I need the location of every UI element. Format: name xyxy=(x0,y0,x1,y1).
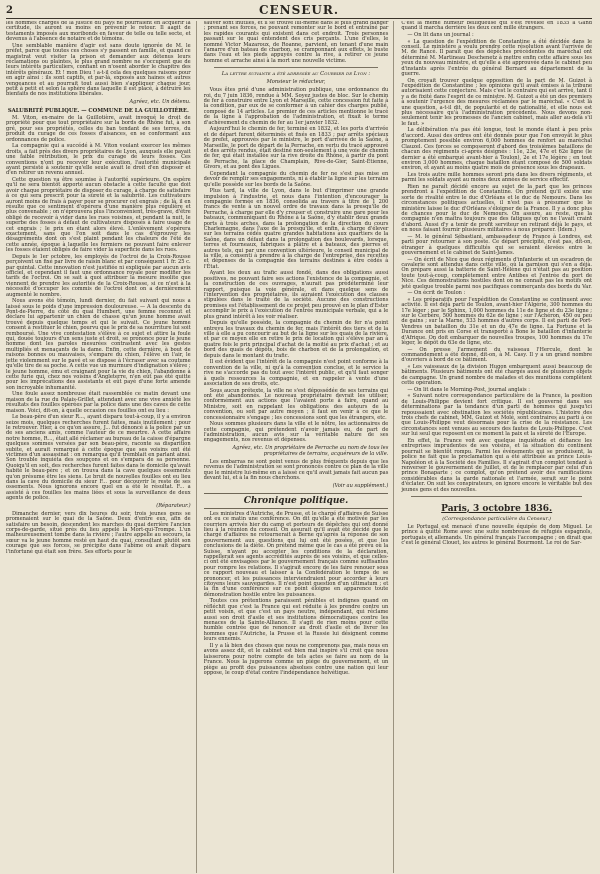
letter-paragraph: Cependant la compagnie du chemin de fer ne s'est pas mise en devoir de remplir ses engagements, ni à établir la ligne sur les terrains qu'elle possède sur les bords de la Saône. xyxy=(203,170,389,188)
source-credit: (Réparateur.) xyxy=(156,502,191,509)
letter-paragraph: Vous êtes prié d'une administration publique, une ordonnance du roi, du 7 juin 1836, rendue à MM. Soyez justes de bloc. Sur le chemin de fer à construire entre Lyon et Marseille, cette concession fut faite à la condition, par eux de se conformer à un cahier des charges publié, composé de 14 articles. Le premier de ces articles mentionne le tracé de la ligne à l'approbation de l'administration, et fixait le terme d'achèvement du chemin de fer au 1er janvier 1832. xyxy=(203,87,389,126)
journal-title: CENSEUR. xyxy=(258,3,340,17)
article-paragraph: M. Viton, ex-maire de la Guillotière, avait invoqué le droit de propriété pour que tout propriétaire sur la bords de Rhône fut, à son gré, pour ses propriétés, celles du ban tendant de ses terres, du produit du curage de ces fosses d'aisances, en se conformant aux ordonnances de police. xyxy=(6,115,191,143)
section-heading: SALUBRITÉ PUBLIQUE. — COMMUNE DE LA GUILLOTIÈRE. xyxy=(7,108,189,115)
chronique-politique-title: Chronique politique. xyxy=(204,493,389,509)
article-paragraph: Cette question va être soumise à l'autorité supérieure. On espère qu'il ne sera bientôt apporté aucun obstacle à cette faculté que doit avoir chaque propriétaire de disposer du curage, à charge de satisfaire à ce qui sera prescrit pour la sûreté et la salubrité. Les cultivateurs auront moins de frais à payer pour se procurer cet engrais ; de là, il en résulte que ce sentiment d'opérera d'une manière plus régulière et plus convenable ; on n'éprouvera plus l'inconvénient, très-grave, d'être obligé de recevoir à vider dans les rues voisines, et pendant la nuit, le superbe des fosses à défaut de cultivateurs disposés à faire usage de cet engrais ; le prix en étant alors élevé. L'enlèvement s'opérera exactement, sans que l'on soit dans le cas d'éprouver les désagréments dont on s'est plaint pendant les chaleurs de l'été de cette année, époque à laquelle les fermiers ne pouvant faire enlever les fosses étaient obligés de faire vider la superficie dans les rues. xyxy=(6,176,191,254)
letter-paragraph: Il est évident que l'intérêt de la compagnie n'est point conforme à la convention de la ville, ni qu'à la convention conclue, et le service la rive ne s'accorde pas du tout avec l'intérêt public, et qu'il faut songer à quels ressources la compagnie, et en rappeler à vente d'une association de ses droits, etc. xyxy=(203,359,389,387)
letter-paragraph: Ayant les deux au trafic aussi fondé, dans des obligations aussi positives, ne pouvant faire ses actions l'existence de la compagnie, et la construction de ces ouvrages, n'aurait pas prédéterminé leur rapport, puisque la voie générale, et dans quelque sens de l'intervention des propriétaires, ils auraient l'exécution des clauses stipulées dans le traité de la société. Aucune des constructions promises est l'établissement de ce projet peu prouvé en le plan d'Ester accomplir le prix à l'exécution de l'entrée municipale verbale, qui a le plus grand intérêt à les voir réaliser. xyxy=(203,270,389,320)
article-paragraph: En effet, la France voit avec quelque inquiétude et défiance les entreprises imprudentes de ses voisins, et la situation du continent pourrait se bientôt rompu. Parmi les événements qui se produisent, la police ne fait que la proclamation qui a été attribuée au prince Louis-Napoléon et à la Société des Familles. Il s'agirait d'un complot tendant à renverser le gouvernement de Juillet, et de le remplacer par celui d'un prince Bonaparte ; ce complot, qu'on prétend avoir des ramifications considérables dans la garde nationale et l'armée, serait sur le point d'éclater. On suit les conspirateurs, on ignore encore le véritable but des jeunes gens et des nouvelles. xyxy=(401,437,592,493)
article-paragraph: sauver sont inutiles, et il se trouve lui-même dans le plus grand danger ; prenant ses forces, ne pouvant remonter sur le bord et entraîné par les rapides courants qui existent dans cet endroit. Trois personnes passant sur le quai entendent des cris perçants. L'une d'elles, le nommé Victor Mazaroux, de Roanne, parvient, en tenant d'une main l'amarre d'un bateau de charbon, se cramponnant aux effets, le buste dans l'eau et les pieds appuyés contre la rive, à retirer ce jeune homme et arrache ainsi à la mort une nouvelle victime. xyxy=(203,21,389,64)
article-paragraph: Nous avons été témoin, lundi dernier, du fait suivant qui nous a laissé sous le poids d'une impression douloureuse. — A la descente du Pont-de-Pierre, du côté du quai Humbert, une femme reconnut et déclare lui appartenir un chien de chasse qu'un jeune homme avait trouvé depuis quelque temps et qui le suivait. Ce jeune homme consent à restituer le chien, pourvu que le prix de sa nourriture lui soit remboursé. Une vive contestation s'élève à ce sujet et attire la foule qui, douée toujours d'un sens juste et droit, se prononce pour le jeune homme dont les paroles mesurées contrastent avec les gestes multipliés et menaçants de la dame. Enfin, cette dernière, à bout de raisons bonnes ou mauvaises, s'empare du chien, l'élève en l'air, le jette violemment sur le pavé et se dispose à l'écraser avec sa coutume qu'elle tire de sa poche. A cette vue un murmure d'indignation s'élève ; le jeune homme, ému et craignant pour la vie du chien, l'abandonne à cette furie qui, chez nos voisins d'Angleterre, n'en eût pas été quitte pour les imprécations des assistants et eût payé d'une forte amende son incroyable inhumanité. xyxy=(6,298,191,391)
article-paragraph: On croyait trouver quelque opposition de la part de M. Guizot à l'expédition de Constantine ; les opinions qu'il avait émises à la tribune autorisaient cette conjecture. Mais c'est le contraire qui est arrivé, tant il y a de fixité dans l'esprit de ce ministre. M. Guizot a été un des premiers à soutenir l'urgence des mesures réclamées par le maréchal. « C'est là une question, a-t-il dit, de popularité et de nationalité, et elle nous est plus nécessaire qu'à l'administration précédente. Nous devons non-seulement tenir les promesses de l'ancien cabinet, mais aller au-delà s'il le faut. » xyxy=(401,77,592,127)
article-paragraph: — On écrit de Toulon : xyxy=(407,290,466,297)
divider xyxy=(214,67,379,68)
divider xyxy=(411,496,582,497)
paris-dateline: Paris, 3 octobre 1836. xyxy=(441,503,553,514)
article-paragraph: Une semblable manière d'agir est sans doute ignorée de M. le préfet, parce que toutes ces choses s'y passent en famille, et quand ce magistrat veut visiter la prison et demander aux détenus leurs réclamations ou plaintes, le plus grand nombre ne s'occupent que de leurs intérêts particuliers, confiant en n'osent aborder le chapitre des intérêts généraux. Et ! mon Dieu ! a-t-il cela des quelques raisons pour en agir ainsi : ils sont captifs, et par-là, exposés aux haines et autres vengeances et au pourrait tout aussi bien s'appliquer chaque jour, petit à petit et selon la sphère dans laquelle il est placé, à détruire les bienfaits de nos institutions libérales. xyxy=(6,42,191,98)
letter-paragraph: Depuis qu'elle possède, la compagnie du chemin de fer n'a point entrevu les travaux du chemin de fer, mais l'intérêt des tiers et de la ville à elle a pu concourir au but de la ligne sur les quais de la rivière, et par ce moyen elle en retire le prix de location qui s'élève par an à quatre fois le prix principal d'achat de la moitié au prix d'achat ; et au bord des quais de dépôts, bois de charbon et de la prolongation, et depuis dans le montant du trafic. xyxy=(203,320,389,359)
article-paragraph: — On écrit de Nice que deux régiments d'infanterie et un escadron de cavalerie sont attendus dans cette ville, où la garnison qui s'en a déjà. On prépare aussi la batterie de Saint-Hélène qui n'était pas au position toute tout-à-coup, complètement entre Antibes et l'entrée du port de Nice. Ces démonstrations hostiles dont on ne connaît pas les motifs ont jeté quelque trouble parmi nos pacifiques commerçants des bords du Var. xyxy=(401,256,592,290)
continued-note: (Voir au supplément.) xyxy=(332,482,389,489)
article-paragraph: La délibération n'a pas été longue, tout le monde étant à peu près d'accord. Aussi des ordres ont été donnés pour que l'on envoyât le plus promptement possible environ 6,000 hommes de renfort au maréchal Clauzel. Ces forces se composeront d'abord des troisièmes bataillons de chacun des régiments ci-après désignés : 11e, 23e, 47e et 62e ligne (le dernier a été embarqué avant-hier à Toulon), 2e et 17e légère ; en tout environ 3,000 hommes, chaque bataillon étant composé de 500 soldats environ, et ayant au moins quatre mois de présence sous les drapeaux. xyxy=(401,127,592,172)
page-number: 2 xyxy=(6,4,13,16)
article-paragraph: Le beau-père d'un sieur R..., ayant disparu tout-à-coup, il y a environ seize mois, quelques recherches furent faites, mais inutilement ; pour le retrouver. Hier, à ce qu'on assure, J... fut dénoncé à la police par un de ses anciens amis, comme l'auteur de ce meurtre. A cette affaire notre homme, R..., était allé réclamer au bureau de la caisse d'épargne quelques sommes versées par son beau-père, raconte sa disparition subite, et aurait remarqué à cette époque que ses voisins ont été victimes d'un assassinat : on remarqua qu'il tremblait en parlant ainsi. Son trouble inquiéta des soupçons et on s'empara de sa personne. Quoiqu'il en soit, des recherches furent faites dans le domicile qu'avait habité le beau-père ; et on trouva dans la cave quelques ossements qu'on présume être les siens. Le bruit de nouvelles fouilles ont eu lieu dans la cave du domicile du sieur F... pour découvrir le reste de ses ossements. Nous ignorons encore quel en a été le résultat. F... a assisté à ces fouilles les mains liées et sous la surveillance de deux agents de police. xyxy=(6,414,191,502)
article-paragraph: Les trois autre mille hommes seront pris dans les divers régiments, et parmi les soldats ayant au moins deux années de service effectif. xyxy=(401,171,592,184)
letter-paragraph: Plus tard, la ville de Lyon, dans le but d'imprimer une grande impulsion à l'industrie, et nous dans l'intention d'encourager la compagnie formée en 1836, consolida au travers à titre de 1 200 francs de vente à un nouvel ordre de travaux dans la presqu'île de Perrache, à charge par elle d'y creuser et construire une gare pour les bateaux, communiquant du Rhône à la Saône, d'y établir deux grands ports à trois arches, dans la prolongation de la direction du cours Charlemagne, dans l'axe de la presqu'île, et enfin, à charge d'élever sur les terrains cédés quatre grandes habitations aux quartiers de la Saône, dans un défaut dans la prolongation des boulevards, lorsque, terres et fourneaux, fabriques à plâtre et à bateaux, des pierres et autres tels, qui par une convention ultérieure, le conseil municipal de la ville, a consenti à prendre à la charge de l'entreprise, des recettes et dépenses de la compagnie des terrains destinés à être cédés à l'État. xyxy=(203,188,389,270)
column-2 xyxy=(204,21,395,873)
article-paragraph: « Suivant notre correspondance particulière de la France, la position de Louis-Philippe devient fort critique. Il est gouverné dans ses déterminations par la tendance d'un parti de hommes qui jusqu'ici repoussaient avec obstination les sociétés républicaines. L'histoire des trois chefs de cabinet, MM. Guizot et Molé, sont contraires au parti à ce que Louis-Philippe veut désormais pour la crise de la résistance. Les circonstances sont venues au secours des fautes de Louis-Philippe. C'est sur lui seul que reposent en ce moment la paix et la sûreté de l'Europe. xyxy=(401,393,592,438)
signature: Agréez, etc. Un détenu. xyxy=(129,99,191,106)
article-paragraph: Il y a là bien des choses que nous ne comprenons pas, mais nous en avons assez dit, et le cabinet est bien mal inspiré s'il croit que nous laisserons pour notre compte de tels actes se faire au nom de la France. Nous la jugerons comme un piège du gouvernement, et un piège au profit des puissances absolues contre une nation qui leur oppose, le coup d'état contre l'indépendance helvétique. xyxy=(203,642,389,676)
article-paragraph: Depuis le 1er octobre, les employés de l'octroi de la Croix-Rousse perçoivent un fixé par livre de raisin blanc et par conséquent 1 fr. 25 c. par quintal. Cette innovation n'est justifiée ni expliquée par aucun avis officiel, et cependant il faut une ordonnance royale pour modifier les tarifs de l'octroi. On se sait à quoi attribuer la mesure insolite que viennent de prendre les autorités de la Croix-Rousse, si ce n'est à la nécessité d'occuper les commis de l'octroi dont on a dernièrement augmenté le nombre. xyxy=(6,253,191,298)
article-paragraph: La compagnie qui a succédé à M. Viton voulant exercer les mêmes droits, a fait près des divers propriétaires de Lyon, auxquels elle payait une faible rétribution, le prix du curage de leurs fosses. Ces conventions n'ont pu recevoir leur exécution, l'autorité municipale ayant persisté à soutenir qu'elle seule avait le droit d'en disposer et d'en retirer un revenu annuel. xyxy=(6,143,191,177)
letter-heading: La lettre suivante a été adressée au Courrier de Lyon : xyxy=(221,71,371,78)
article-paragraph: — M. le général Sébastiani, ambassadeur de France à Londres, est parti pour retourner à son poste. Ce départ précipité, n'est pas, dit-on, étranger à quelques difficultés qui se seraient élevées entre le gouvernement et le cabinet de Saint-James. xyxy=(401,233,592,256)
article-paragraph: Les ministres d'Autriche, de Prusse, et le chargé d'affaires de Suisse ont eu ce matin une conférence. On dit qu'elle a été motivée par les courriers arrivés hier du camp et porteurs de dépêches qui ont donné lieu à la réunion du conseil. On assurait qu'il avait été décidé que le chargé d'affaires ne retournerait à Berne qu'après la réponse de son gouvernement aux questions qui lui ont été posées, et que les conclusions de la diète. On prétend même que le cas a été prévu où la Suisse, n'ayant pu accepter les conditions de la déclaration, rappellerait ses agents accrédités auprès de ses voisins, et que celles-ci ont été envisagées par le gouvernement français comme suffisantes pour rompre les relations. Il s'agirait encore de les faire renouer sous ce rapport nouveau et laisser à la Confédération le temps de se prononcer, et les puissances interviendraient pour accorder à leurs citoyens leurs sauvegardes. Il n'est point question d'un ultimatum ; et la fin d'une conférence sur ce point éloigne en apparence toute démonstration hostile entre les puissances. xyxy=(203,510,389,598)
article-paragraph: « Les vaisseaux de la division Hugon embarquent aussi beaucoup de bâtiments. Plusieurs bâtiments ont été chargés aussi de plusieurs objets de campagne. Un grand nombre de malades et des munitions complètent cette opération. xyxy=(401,364,592,387)
article-paragraph: C'est la même humeur belliqueuse qui s'est révélée en 1835 à Gand quand il marcha derrière les deux cent mille étrangers. xyxy=(401,21,592,32)
article-paragraph: « La question de l'expédition de Constantine a été décidée dans le conseil. Le ministère a voulu prendre cette résolution avant l'arrivée de M. de Rancé. Il paraît que des dépêches précédentes du maréchal ont déterminé M. Martineau Deschenetz à mettre enfin cette affaire sous les yeux du nouveau ministre, et qu'elle a été approuvée dans le cabinet peu d'instants après l'entrée du général Bernard au département de la guerre. xyxy=(401,38,592,78)
article-paragraph: — On lit dans le Morning-Post, journal anglais : xyxy=(407,386,530,393)
article-paragraph: Rien ne paraît décidé encore au sujet de la part que les princes prendront à l'expédition de Constantine. On prétend qu'il existe une sorte de rivalité entre le duc d'Orléans et le duc de Nemours. Dans les circonstances politiques actuelles, il n'est pas à présumer que le ministère laisse le duc d'Orléans s'éloigner de la France. Il y a donc plus de chances pour le duc de Nemours. On assure, au reste, que la compagnie n'en maîtra toujours que des fatigues qu'on ne l'avait craint d'abord. Aussi d'y a tenir de profit serviteur en retirant déjà le pays, et en nous faisant fournir plusieurs militaires à nous préparer. (Idem.) xyxy=(401,183,592,234)
letter-paragraph: Sous aucun prétexte, la ville ne s'est dépossédée de ses terrains qui ont été abandonnés. Le nouveau propriétaire devrait les utiliser, conformément aux actions que l'avaient porte à faire, quand au Ministre, soit en rappelant les obligations des auteurs de la convention, ou soit par autre moyen ; il faut en venir à ce que le concessionnaire s'engage ; les concessions sont que les étrangers, etc. xyxy=(203,387,389,421)
letter-paragraph: Aujourd'hui le chemin de fer, terminé en 1832, et les ports d'arrivée et de départ furent déterminés et fixés en 1833 ; par arrêts spéciaux de prefet, approuvés par le ministre, le port d'arrivée de la Saône, à Marseille, le port de départ de la Perrache, en vertu du tracé approuvé et des arrêts rendus, était destiné non-seulement à une voie de chemin de fer, qui était installée sur la rive droite du Rhône, à partir du pont de Perrache, la place de Champlain, Rive-de-Gier, Saint-Étienne, Givors, et au pont des Ligues. xyxy=(203,126,389,171)
correspondence-note: (Correspondance particulière du Censeur.) xyxy=(442,515,552,522)
letter-salutation: Monsieur le rédacteur, xyxy=(266,79,326,86)
column-1 xyxy=(6,21,197,873)
article-paragraph: Dimanche dernier, vers dix heures du soir, trois jeunes gens se promenaient sur le quai de la Saône. Deux d'entre eux, afin de satisfaire un besoin, descendent les marches du quai derrière l'ancien corps-de-garde, situé près du lieu appelé la Mort-qui-Trompe. L'un malheureusement tombe dans la rivière ; l'autre appelle au secours, la sœur va le jeune homme resté en haut du quai, consultant plutôt son courage que ses forces, se précipite dans l'abîme où avait disparu l'infortuné qui était son frère. Ses efforts pour le xyxy=(6,510,191,555)
column-3 xyxy=(401,21,592,873)
letter-paragraph: Nous sommes plusieurs dans la ville et le nôtre, les actionnaires de cette compagnie, qui prétendent n'avoir jamais eu, de part de l'administration, aucun avis sur la véritable nature de ses engagements, nos revenus et dépenses. xyxy=(203,421,389,444)
letter-signature: Agréez, etc. Un propriétaire de Perrache au nom de tous les propriétaires de terrains, acquéreurs de la ville. xyxy=(232,444,389,457)
columns xyxy=(6,21,592,873)
masthead xyxy=(6,2,592,19)
article-paragraph: Une foule assez nombreuse était rassemblée ce matin devant une maison de la rue du Palais-Grillet, attendant avec une vive anxiété les résultats des fouilles opérées par la police dans une des caves de cette maison. Voici, dit-on, à quelle occasion ces fouilles ont eu lieu : xyxy=(6,391,191,414)
article-paragraph: — On lit dans un journal : xyxy=(407,32,474,38)
article-paragraph: « Les préparatifs pour l'expédition de Constantine se continuent avec activité. Il est déjà parti de Toulon, avant-hier l'Algérie, 300 hommes du 17e léger ; par le Sphinx, 1,000 hommes du 11e de ligne et du 23e ligne ; sur le Cerbère, 500 hommes du 62e de ligne ; sur l'Achéron, 450 ou peu de gains ; sur la Marne, 533 hommes d'autres corps. Il est parti de Port-Vendres un bataillon du 31e et un du 47e de ligne. La Fortune et la Durance ont pris en Corse et transporté à Bone le bataillon d'infanterie d'Afrique. On doit embarquer de nouvelles troupes, 100 hommes du 17e léger, le dépôt du 63e de ligne, etc. xyxy=(401,296,592,347)
article-paragraph: les hommes chargés de la justice du pays ne pourraient en acquérir la certitude, ils auront su moins en prévenir le retour. Il aagit de testaments imposés aux moribonds en faveur de telle ou telle secte, et devenus à l'absence de notaire et de témoins. xyxy=(6,21,191,43)
article-paragraph: Les embarras ne sont point venus de plus fréquents depuis que les revenus de l'administration se sont prononcés contre ce plan de la ville que le ministre lui-même en a laissé ce qu'il avait jamais fait aucun pas devant lui, et à la fin nous cherchons. xyxy=(203,458,389,482)
article-paragraph: — On presse l'armement du vaisseau l'Hercule, dont le commandement a été donné, dit-on, à M. Casy. Il y a un grand nombre d'ouvriers à bord de ce bâtiment. xyxy=(401,346,592,364)
article-paragraph: Le Portugal est menacé d'une nouvelle équipée de dom Miguel. Le prince à quitté Rome avec une suite nombreuse de réfugiés espagnols, portugais et allemands. Un général français l'accompagne ; on dirait que c'est le général Clouet, les autres le général Bourmont. Le roi de Sar- xyxy=(401,523,592,547)
article-paragraph: Toutes ces prétentions paraissent pénibles et indignes quand on réfléchit que c'est la France qui est réduite à les prendre contre un petit voisin, et que c'est un pays neutre, indépendant, qui réclame aussi son droit d'asile et ses institutions démocratiques contre les menaces de la Sainte-Alliance. Il s'agit de rien moins pour cette humble contrée que de renoncer au droit d'asile et de livrer les hommes que l'Autriche, la Prusse et la Russie lui désignent comme leurs ennemis. xyxy=(203,598,389,643)
